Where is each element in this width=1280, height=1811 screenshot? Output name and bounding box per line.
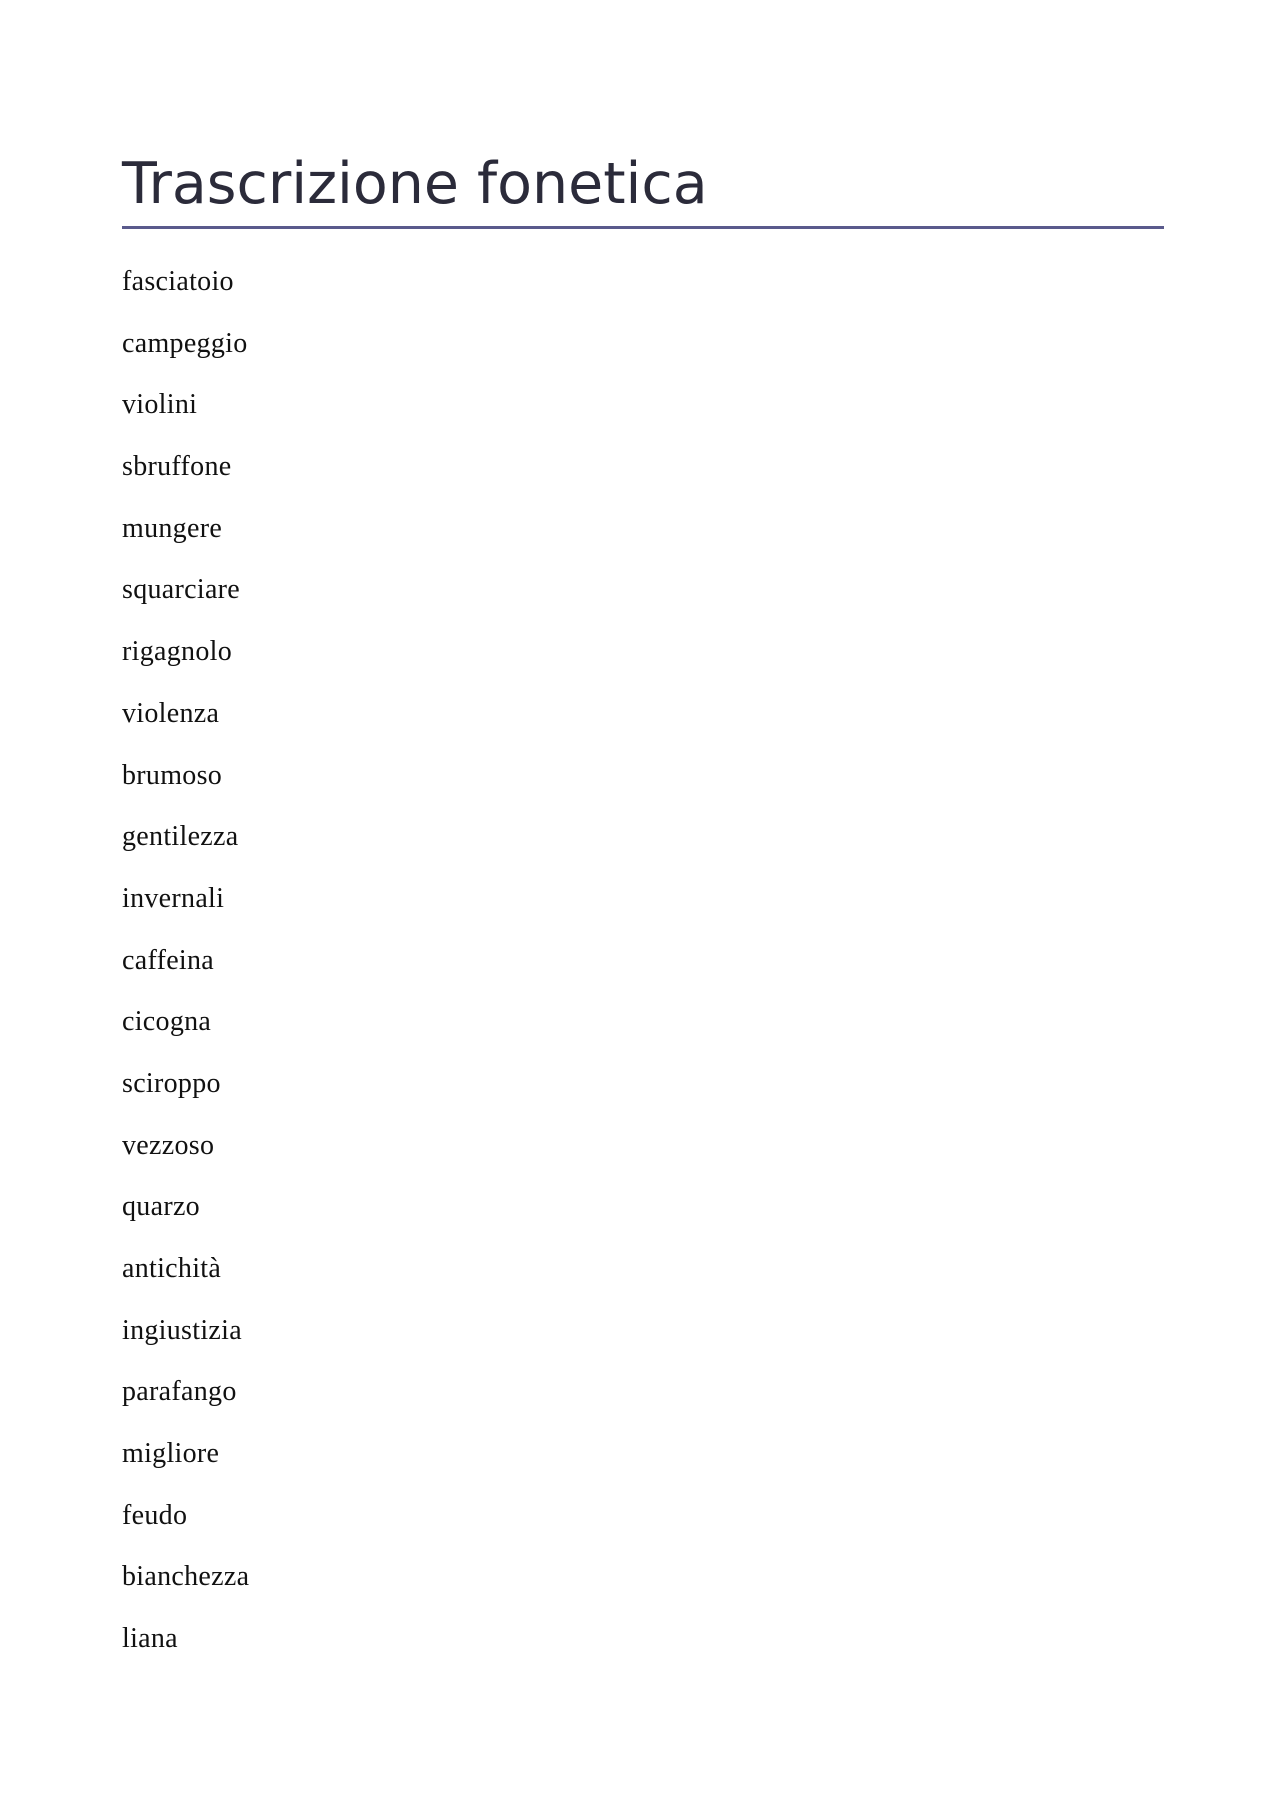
- list-item: squarciare: [122, 574, 241, 606]
- list-item: ingiustizia: [122, 1314, 242, 1346]
- list-item: fasciatoio: [122, 266, 234, 297]
- list-item: sciroppo: [122, 1067, 221, 1099]
- list-item: mungere: [122, 512, 223, 544]
- list-item: bianchezza: [122, 1561, 250, 1593]
- list-item: caffeina: [122, 944, 215, 976]
- list-item: vezzoso: [122, 1129, 215, 1161]
- list-item: violenza: [122, 697, 220, 729]
- list-item: liana: [122, 1623, 178, 1655]
- list-item: sbruffone: [122, 451, 232, 483]
- list-item: cicogna: [122, 1006, 212, 1038]
- list-item: antichità: [122, 1253, 222, 1284]
- list-item: gentilezza: [122, 821, 239, 853]
- list-item: campeggio: [122, 327, 248, 359]
- list-item: quarzo: [122, 1191, 200, 1223]
- list-item: violini: [122, 389, 198, 421]
- page-title: Trascrizione fonetica: [122, 151, 708, 217]
- word-list: [122, 262, 249, 1681]
- list-item: invernali: [122, 882, 225, 914]
- list-item: migliore: [122, 1438, 220, 1470]
- list-item: rigagnolo: [122, 636, 233, 668]
- list-item: feudo: [122, 1499, 188, 1531]
- title-underline: [122, 226, 1164, 229]
- list-item: brumoso: [122, 759, 223, 791]
- list-item: parafango: [122, 1376, 237, 1408]
